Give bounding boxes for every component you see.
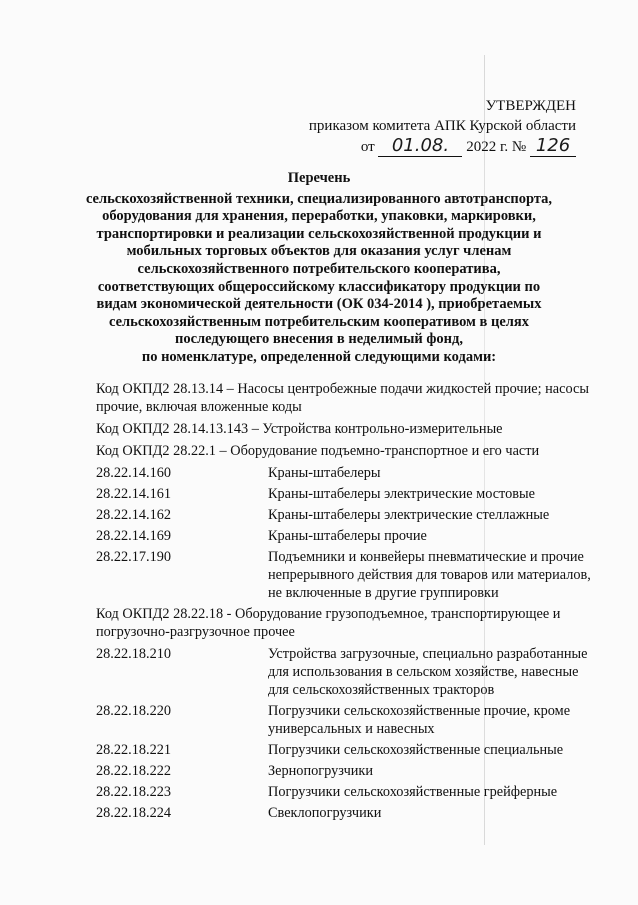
title-line: оборудования для хранения, переработки, упаковки, маркировки, <box>102 208 536 225</box>
codes-list <box>96 380 596 825</box>
item-code: 28.22.18.210 <box>96 646 172 662</box>
code-row <box>96 762 596 780</box>
code-row <box>96 464 596 482</box>
item-name: Краны-штабелеры электрические стеллажные <box>268 507 550 523</box>
item-name: Погрузчики сельскохозяйственные грейферные <box>268 784 558 800</box>
section-heading: Код ОКПД2 28.22.18 - Оборудование грузоподъемное, транспортирующее и погрузочно-разгрузочное прочее <box>96 606 561 640</box>
item-name: Краны-штабелеры <box>268 465 381 481</box>
year-label: 2022 г. № <box>466 139 527 155</box>
item-code: 28.22.18.223 <box>96 784 172 800</box>
code-row <box>96 527 596 545</box>
handwritten-number: 126 <box>530 136 576 157</box>
item-code: 28.22.14.161 <box>96 486 172 502</box>
section-heading: Код ОКПД2 28.22.1 – Оборудование подъемно-транспортное и его части <box>96 443 540 459</box>
approval-order-line: приказом комитета АПК Курской области <box>308 118 576 134</box>
title-line: последующего внесения в неделимый фонд, <box>175 331 463 348</box>
title-heading: Перечень <box>287 170 351 186</box>
title-line: по номенклатуре, определенной следующими кодами: <box>141 348 497 365</box>
approval-block <box>309 96 576 157</box>
code-row <box>96 702 596 738</box>
item-name: Краны-штабелеры электрические мостовые <box>268 486 535 502</box>
item-code: 28.22.18.220 <box>96 703 172 719</box>
section-heading: Код ОКПД2 28.14.13.143 – Устройства контрольно-измерительные <box>96 421 503 437</box>
code-row <box>96 783 596 801</box>
item-code: 28.22.14.169 <box>96 528 172 544</box>
code-row <box>96 548 596 602</box>
code-row <box>96 506 596 524</box>
title-line: соответствующих общероссийскому классификатору продукции по <box>97 278 541 295</box>
document-title <box>0 170 638 367</box>
date-prefix: от <box>360 139 375 155</box>
handwritten-date: 01.08. <box>378 136 462 157</box>
approval-date-line <box>309 136 576 157</box>
title-line: сельскохозяйственным потребительским кооперативом в целях <box>108 313 530 330</box>
item-code: 28.22.14.160 <box>96 465 172 481</box>
item-name: Устройства загрузочные, специально разработанные для использования в сельском хозяйстве, навесные для сельскохозяйственных тракторов <box>268 646 588 698</box>
title-line: сельскохозяйственной техники, специализированного автотранспорта, <box>85 190 553 207</box>
item-code: 28.22.18.222 <box>96 763 172 779</box>
title-line: мобильных торговых объектов для оказания услуг членам <box>126 243 512 260</box>
code-row <box>96 645 596 699</box>
section-heading: Код ОКПД2 28.13.14 – Насосы центробежные подачи жидкостей прочие; насосы прочие, включая вложенные коды <box>96 381 589 415</box>
item-name: Краны-штабелеры прочие <box>268 528 427 544</box>
code-row <box>96 741 596 759</box>
title-line: видам экономической деятельности (ОК 034-2014 ), приобретаемых <box>96 296 542 313</box>
item-name: Погрузчики сельскохозяйственные специальные <box>268 742 564 758</box>
item-name: Свеклопогрузчики <box>268 805 382 821</box>
item-code: 28.22.17.190 <box>96 549 172 565</box>
item-code: 28.22.14.162 <box>96 507 172 523</box>
item-code: 28.22.18.224 <box>96 805 172 821</box>
code-row <box>96 804 596 822</box>
item-name: Зернопогрузчики <box>268 763 374 779</box>
approval-title: УТВЕРЖДЕН <box>485 98 576 114</box>
title-line: сельскохозяйственного потребительского кооператива, <box>137 260 501 277</box>
item-name: Погрузчики сельскохозяйственные прочие, кроме универсальных и навесных <box>268 703 571 737</box>
title-line: транспортировки и реализации сельскохозяйственной продукции и <box>96 225 542 242</box>
item-code: 28.22.18.221 <box>96 742 172 758</box>
item-name: Подъемники и конвейеры пневматические и прочие непрерывного действия для товаров или материалов, не включенные в другие группировки <box>268 549 591 601</box>
code-row <box>96 485 596 503</box>
